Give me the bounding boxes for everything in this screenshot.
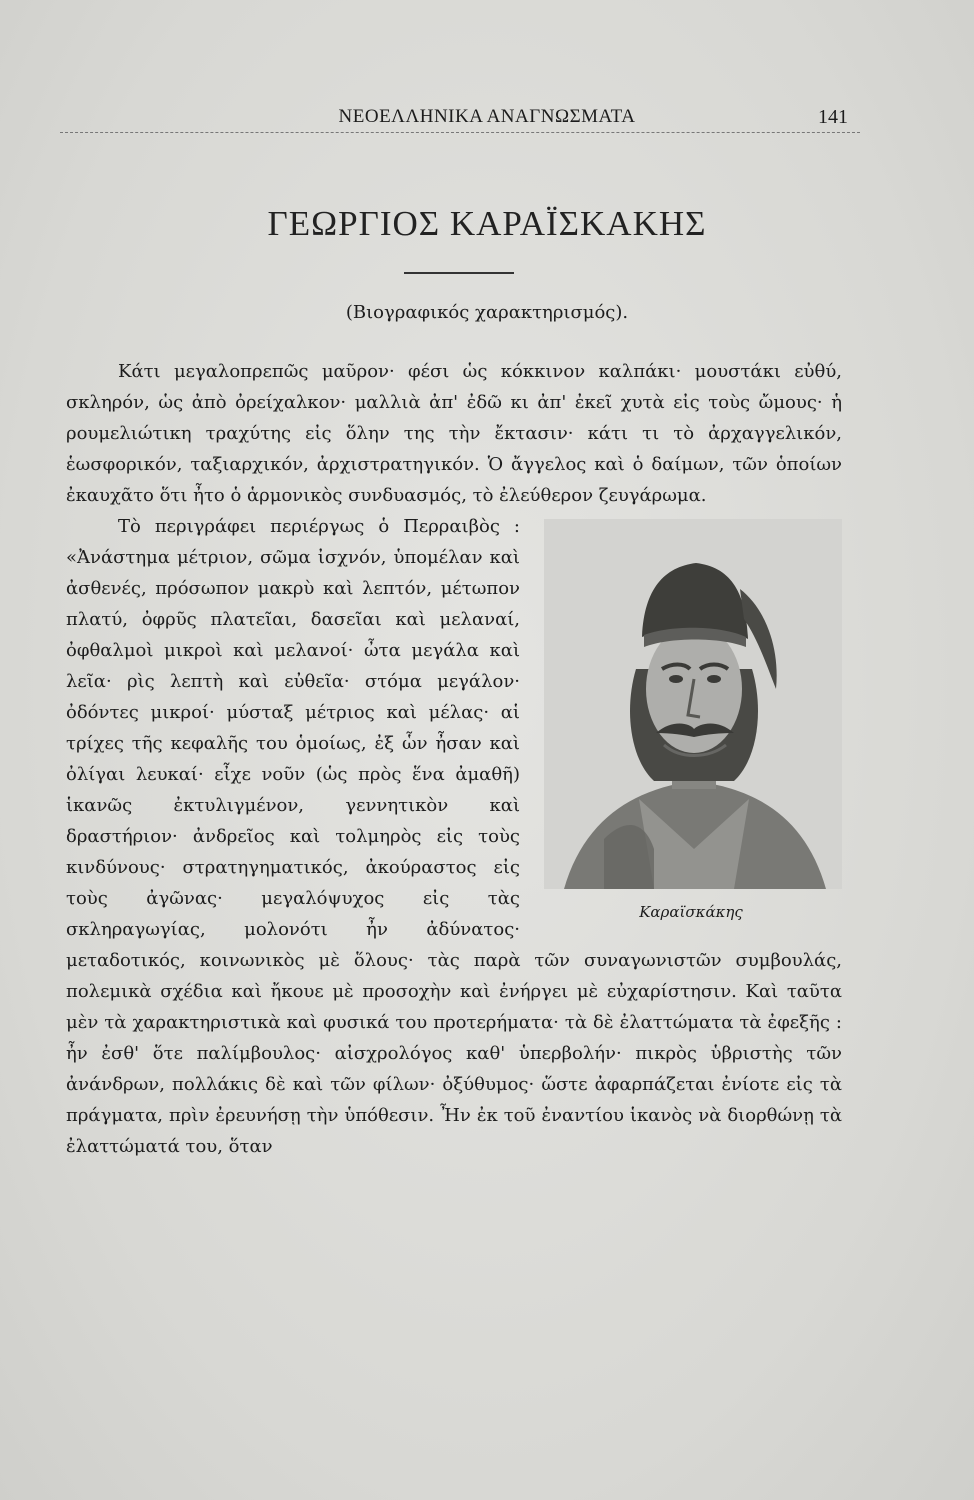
portrait-image	[544, 519, 842, 889]
portrait-caption: Καραϊσκάκης	[639, 903, 743, 921]
portrait-engraving-icon	[544, 519, 842, 889]
header-rule	[60, 132, 860, 133]
article-subtitle: (Βιογραφικός χαρακτηρισμός).	[345, 302, 629, 323]
paragraph-2: Τὸ περιγράφει περιέργως ὁ Περραιβὸς : «Ἀνάστημα μέτριον, σῶμα ἰσχνόν, ὑπομέλαν καὶ ἀσθενές, πρόσωπον μακρὺ καὶ λεπτόν, μέτωπον πλατύ, ὀφρῦς πλατεῖαι, δασεῖαι καὶ μελαναί, ὀφθαλμοὶ μικροὶ καὶ μελανοί· ὦτα μεγάλα καὶ λεῖα· ρὶς λεπτὴ καὶ εὐθεῖα· στόμα μεγάλον· ὀδόντες μικροί· μύσταξ μέτριος καὶ μέλας· αἱ τρίχες τῆς κεφαλῆς του ὁμοίως, ἐξ ὧν ἦσαν καὶ ὀλίγαι λευκαί· εἶχε νοῦν (ὡς πρὸς ἕνα ἀμαθῆ) ἱκανῶς ἐκτυλιγμένον, γεννητικὸν καὶ δραστήριον· ἀνδρεῖος καὶ τολμηρὸς εἰς τοὺς κινδύνους· στρατηγηματικός, ἀκούραστος εἰς τοὺς ἀγῶνας· μεγαλόψυχος εἰς τὰς σκληραγωγίας, μολονότι ἦν ἀδύνατος· μεταδοτικός, κοινωνικὸς μὲ ὅλους· τὰς παρὰ τῶν συναγωνιστῶν συμβουλάς, πολεμικὰ σχέδια καὶ ἤκουε μὲ προσοχὴν καὶ ἐνήργει μὲ εὐχαρίστησιν. Καὶ ταῦτα μὲν τὰ χαρακτηριστικὰ καὶ φυσικά του προτερήματα· τὰ δὲ ἐλαττώματα τὰ ἐφεξῆς : ἦν ἐσθ' ὅτε παλίμβουλος· αἰσχρολόγος καθ' ὑπερβολήν· πικρὸς ὑβριστὴς τῶν ἀνάνδρων, πολλάκις δὲ καὶ τῶν φίλων· ὀξύθυμος· ὥστε ἀφαρπάζεται ἐνίοτε εἰς τὰ πράγματα, πρὶν ἐρευνήσῃ τὴν ὑπόθεσιν. Ἦν ἐκ τοῦ ἐναντίου ἱκανὸς νὰ διορθώνῃ τὰ ἐλαττώματά του, ὅταν	[66, 516, 842, 1157]
paragraph-1: Κάτι μεγαλοπρεπῶς μαῦρον· φέσι ὡς κόκκινον καλπάκι· μουστάκι εὐθύ, σκληρόν, ὡς ἀπὸ ὀρείχαλκον· μαλλιὰ ἀπ' ἐδῶ κι ἀπ' ἐκεῖ χυτὰ εἰς τοὺς ὤμους· ἡ ρουμελιώτικη τραχύτης εἰς ὅλην της τὴν ἔκτασιν· κάτι τι τὸ ἀρχαγγελικόν, ἑωσφορικόν, ταξιαρχικόν, ἀρχιστρατηγικόν. Ὁ ἄγγελος καὶ ὁ δαίμων, τῶν ὁποίων ἐκαυχᾶτο ὅτι ἦτο ὁ ἁρμονικὸς συνδυασμός, τὸ ἐλεύθερον ζευγάρωμα.	[66, 361, 842, 506]
portrait-figure	[534, 511, 848, 931]
running-header	[0, 100, 974, 132]
page-number: 141	[818, 106, 848, 128]
article-title: ΓΕΩΡΓΙΟΣ ΚΑΡΑΪΣΚΑΚΗΣ	[267, 204, 707, 243]
running-title: ΝΕΟΕΛΛΗΝΙΚΑ ΑΝΑΓΝΩΣΜΑΤΑ	[338, 106, 636, 127]
article-body	[66, 356, 842, 1162]
title-divider	[404, 272, 514, 274]
